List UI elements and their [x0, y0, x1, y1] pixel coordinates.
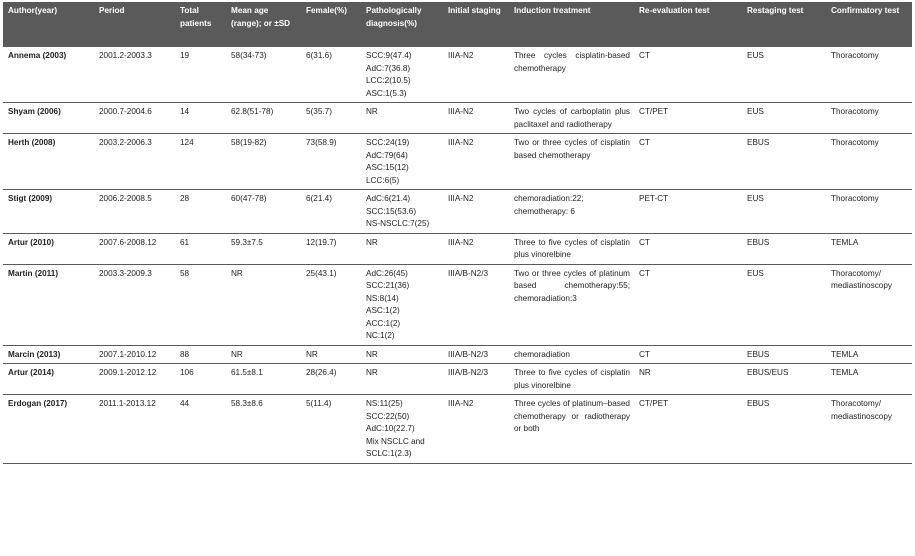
- period-cell: 2000.7-2004.6: [94, 103, 175, 134]
- mean-age-cell: 62.8(51-78): [226, 103, 301, 134]
- confirmatory-cell: Thoracotomy/ mediastinoscopy: [826, 395, 912, 464]
- pathology-cell: [361, 190, 443, 234]
- pathology-cell: [361, 47, 443, 103]
- author-cell: Marcin (2013): [3, 345, 94, 364]
- confirmatory-cell: Thoracotomy: [826, 190, 912, 234]
- re-evaluation-cell: PET-CT: [634, 190, 742, 234]
- pathology-entry: LCC:2(10.5): [366, 76, 411, 85]
- re-evaluation-cell: CT: [634, 134, 742, 190]
- pathology-entry: AdC:6(21.4): [366, 194, 411, 203]
- total-patients-cell: 58: [175, 264, 226, 345]
- period-cell: 2007.1-2010.12: [94, 345, 175, 364]
- female-cell: 73(58.9): [301, 134, 361, 190]
- total-patients-cell: 14: [175, 103, 226, 134]
- pathology-entry: ASC:15(12): [366, 163, 409, 172]
- period-cell: 2007.6-2008.12: [94, 233, 175, 264]
- mean-age-cell: NR: [226, 264, 301, 345]
- total-patients-cell: 28: [175, 190, 226, 234]
- column-header: Pathologically diagnosis(%): [366, 6, 422, 28]
- pathology-cell: [361, 264, 443, 345]
- pathology-entry: NR: [366, 107, 378, 116]
- column-header: Initial staging: [448, 6, 501, 15]
- female-cell: 6(31.6): [301, 47, 361, 103]
- pathology-entry: AdC:79(64): [366, 150, 408, 160]
- induction-treatment-cell: Three to five cycles of cisplatin plus vinorelbine: [509, 364, 634, 395]
- restaging-cell: EUS: [742, 103, 826, 134]
- column-header: Female(%): [306, 6, 347, 15]
- author-cell: Shyam (2006): [3, 103, 94, 134]
- initial-staging-cell: IIIA-N2: [443, 395, 509, 464]
- column-header: Confirmatory test: [831, 6, 900, 15]
- author-cell: Artur (2010): [3, 233, 94, 264]
- pathology-entry: SCC:21(36): [366, 281, 410, 290]
- total-patients-cell: 19: [175, 47, 226, 103]
- re-evaluation-cell: CT: [634, 233, 742, 264]
- initial-staging-cell: IIIA/B-N2/3: [443, 364, 509, 395]
- pathology-entry: AdC:26(45): [366, 268, 408, 278]
- pathology-cell: [361, 364, 443, 395]
- female-cell: 25(43.1): [301, 264, 361, 345]
- pathology-entry: NR: [366, 237, 378, 247]
- confirmatory-cell: Thoracotomy: [826, 134, 912, 190]
- pathology-entry: ACC:1(2): [366, 318, 401, 328]
- pathology-entry: SCC:22(50): [366, 411, 410, 421]
- column-header: Author(year): [8, 6, 58, 15]
- pathology-entry: LCC:6(5): [366, 175, 400, 185]
- re-evaluation-cell: CT/PET: [634, 395, 742, 464]
- confirmatory-cell: TEMLA: [826, 233, 912, 264]
- author-cell: Stigt (2009): [3, 190, 94, 234]
- induction-treatment-cell: chemoradiation: [509, 345, 634, 364]
- pathology-entry: AdC:10(22.7): [366, 424, 415, 433]
- table-row: [3, 364, 912, 395]
- induction-treatment-cell: Two or three cycles of cisplatin based chemotherapy: [509, 134, 634, 190]
- female-cell: 28(26.4): [301, 364, 361, 395]
- total-patients-cell: 124: [175, 134, 226, 190]
- column-header: Restaging test: [747, 6, 804, 15]
- period-cell: 2009.1-2012.12: [94, 364, 175, 395]
- mean-age-cell: 58(19-82): [226, 134, 301, 190]
- re-evaluation-cell: CT: [634, 47, 742, 103]
- author-cell: Martin (2011): [3, 264, 94, 345]
- female-cell: 6(21.4): [301, 190, 361, 234]
- initial-staging-cell: IIIA-N2: [443, 47, 509, 103]
- mean-age-cell: 60(47-78): [226, 190, 301, 234]
- confirmatory-cell: Thoracotomy: [826, 47, 912, 103]
- initial-staging-cell: IIIA-N2: [443, 134, 509, 190]
- pathology-entry: NS:8(14): [366, 293, 399, 303]
- author-cell: Annema (2003): [3, 47, 94, 103]
- mean-age-cell: 61.5±8.1: [226, 364, 301, 395]
- pathology-entry: NR: [366, 368, 378, 377]
- confirmatory-cell: TEMLA: [826, 364, 912, 395]
- pathology-cell: [361, 233, 443, 264]
- re-evaluation-cell: CT: [634, 345, 742, 364]
- pathology-entry: AdC:7(36.8): [366, 63, 411, 73]
- re-evaluation-cell: NR: [634, 364, 742, 395]
- pathology-entry: ASC:1(2): [366, 306, 400, 315]
- mean-age-cell: 58(34-73): [226, 47, 301, 103]
- table-row: [3, 47, 912, 103]
- induction-treatment-cell: Three to five cycles of cisplatin plus vinorelbine: [509, 233, 634, 264]
- initial-staging-cell: IIIA/B-N2/3: [443, 264, 509, 345]
- table-row: [3, 395, 912, 464]
- induction-treatment-cell: Three cycles cisplatin-based chemotherapy: [509, 47, 634, 103]
- period-cell: 2011.1-2013.12: [94, 395, 175, 464]
- author-cell: Herth (2008): [3, 134, 94, 190]
- table-row: [3, 103, 912, 134]
- total-patients-cell: 106: [175, 364, 226, 395]
- induction-treatment-cell: Three cycles of platinum–based chemotherapy or radiotherapy or both: [509, 395, 634, 464]
- restaging-cell: EUS: [742, 264, 826, 345]
- confirmatory-cell: Thoracotomy/ mediastinoscopy: [826, 264, 912, 345]
- female-cell: 12(19.7): [301, 233, 361, 264]
- table-row: [3, 134, 912, 190]
- pathology-entry: NC:1(2): [366, 331, 395, 340]
- author-cell: Artur (2014): [3, 364, 94, 395]
- period-cell: 2001.2-2003.3: [94, 47, 175, 103]
- mean-age-cell: 58.3±8.6: [226, 395, 301, 464]
- female-cell: 5(35.7): [301, 103, 361, 134]
- column-header: Total patients: [180, 6, 212, 28]
- author-cell: Erdogan (2017): [3, 395, 94, 464]
- induction-treatment-cell: Two or three cycles of platinum based chemotherapy:55; chemoradiation:3: [509, 264, 634, 345]
- pathology-entry: SCC:15(53.6): [366, 206, 417, 216]
- initial-staging-cell: IIIA-N2: [443, 233, 509, 264]
- re-evaluation-cell: CT/PET: [634, 103, 742, 134]
- restaging-cell: EBUS/EUS: [742, 364, 826, 395]
- initial-staging-cell: IIIA/B-N2/3: [443, 345, 509, 364]
- initial-staging-cell: IIIA-N2: [443, 190, 509, 234]
- table-body: [3, 47, 912, 463]
- table-row: [3, 233, 912, 264]
- studies-table: [3, 2, 912, 464]
- pathology-entry: SCC:9(47.4): [366, 51, 412, 60]
- total-patients-cell: 44: [175, 395, 226, 464]
- restaging-cell: EBUS: [742, 395, 826, 464]
- pathology-cell: [361, 103, 443, 134]
- header-row: [3, 2, 912, 47]
- pathology-cell: [361, 395, 443, 464]
- female-cell: 5(11.4): [301, 395, 361, 464]
- pathology-entry: NS-NSCLC:7(25): [366, 219, 430, 228]
- re-evaluation-cell: CT: [634, 264, 742, 345]
- period-cell: 2003.3-2009.3: [94, 264, 175, 345]
- period-cell: 2006.2-2008.5: [94, 190, 175, 234]
- restaging-cell: EBUS: [742, 233, 826, 264]
- pathology-entry: NS:11(25): [366, 399, 403, 408]
- pathology-entry: Mix NSCLC and SCLC:1(2.3): [366, 436, 425, 458]
- total-patients-cell: 61: [175, 233, 226, 264]
- table-row: [3, 264, 912, 345]
- column-header: Mean age (range); or ±SD: [231, 6, 291, 28]
- pathology-cell: [361, 134, 443, 190]
- pathology-entry: ASC:1(5.3): [366, 88, 407, 98]
- female-cell: NR: [301, 345, 361, 364]
- induction-treatment-cell: chemoradiation:22; chemotherapy: 6: [509, 190, 634, 234]
- period-cell: 2003.2-2006.3: [94, 134, 175, 190]
- initial-staging-cell: IIIA-N2: [443, 103, 509, 134]
- restaging-cell: EBUS: [742, 345, 826, 364]
- column-header: Induction treatment: [514, 6, 591, 15]
- pathology-cell: [361, 345, 443, 364]
- pathology-entry: NR: [366, 349, 378, 359]
- restaging-cell: EUS: [742, 190, 826, 234]
- table-row: [3, 190, 912, 234]
- mean-age-cell: 59.3±7.5: [226, 233, 301, 264]
- confirmatory-cell: Thoracotomy: [826, 103, 912, 134]
- total-patients-cell: 88: [175, 345, 226, 364]
- mean-age-cell: NR: [226, 345, 301, 364]
- restaging-cell: EBUS: [742, 134, 826, 190]
- induction-treatment-cell: Two cycles of carboplatin plus paclitaxel and radiotherapy: [509, 103, 634, 134]
- pathology-entry: SCC:24(19): [366, 138, 410, 147]
- column-header: Re-evaluation test: [639, 6, 710, 15]
- restaging-cell: EUS: [742, 47, 826, 103]
- table-row: [3, 345, 912, 364]
- column-header: Period: [99, 6, 125, 15]
- confirmatory-cell: TEMLA: [826, 345, 912, 364]
